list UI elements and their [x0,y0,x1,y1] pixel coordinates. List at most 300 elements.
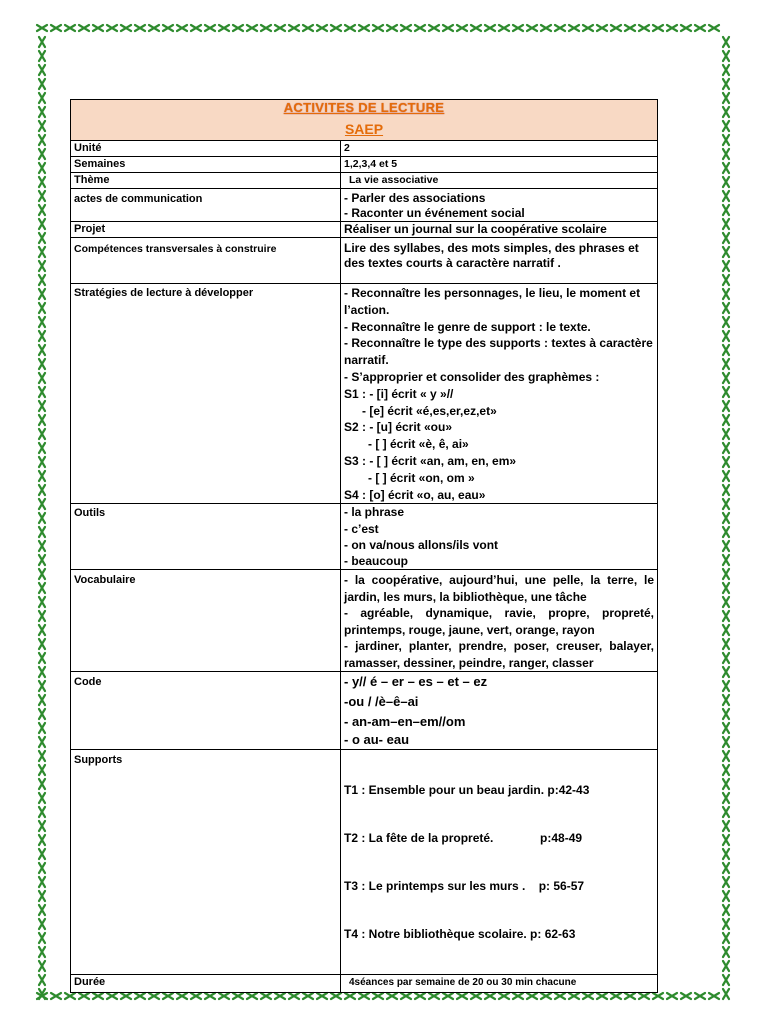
vine-leaf [247,993,257,999]
vine-leaf [317,25,327,31]
vine-leaf [331,25,341,31]
row-value: Lire des syllabes, des mots simples, des phrases et des textes courts à caractère narratif . [341,238,658,284]
row-label: Outils [71,504,341,570]
vine-leaf [39,471,45,481]
list-item: - o au- eau [344,732,410,748]
vine-leaf [107,25,117,31]
vine-leaf [39,429,45,439]
list-item: T3 : Le printemps sur les murs . p: 56-57 [344,879,585,894]
list-item: - Raconter un événement social [344,206,525,220]
vine-leaf [39,751,45,761]
vine-leaf [39,261,45,271]
vine-leaf [723,401,729,411]
vine-leaf [39,947,45,957]
vine-leaf [303,25,313,31]
vine-leaf [233,25,243,31]
vine-leaf [39,331,45,341]
vine-leaf [723,51,729,61]
row-label: Durée [71,975,341,993]
row-label: Compétences transversales à construire [71,238,341,284]
vine-leaf [723,611,729,621]
vine-leaf [611,25,621,31]
vine-leaf [219,993,229,999]
vine-leaf [303,993,313,999]
vine-leaf [39,443,45,453]
vine-leaf [541,993,551,999]
list-item: S3 : - [ ] écrit «an, am, en, em» [344,453,517,468]
list-item: - [ ] écrit «è, ê, ai» [368,437,469,452]
vine-leaf [723,345,729,355]
vine-leaf [723,331,729,341]
vine-leaf [401,25,411,31]
vine-leaf [723,905,729,915]
row-value: Réaliser un journal sur la coopérative scolaire [341,222,658,238]
list-item: - [ ] écrit «on, om » [368,470,475,485]
vine-leaf [723,275,729,285]
vine-leaf [639,993,649,999]
vine-leaf [723,317,729,327]
list-item: - y// é – er – es – et – ez [344,674,488,690]
vine-leaf [597,993,607,999]
vine-leaf [39,905,45,915]
vine-leaf [443,25,453,31]
vine-leaf [39,65,45,75]
vine-leaf [723,457,729,467]
vine-leaf [723,947,729,957]
vine-leaf [177,25,187,31]
vine-leaf [39,583,45,593]
vine-leaf [569,993,579,999]
vine-leaf [723,93,729,103]
vine-leaf [723,443,729,453]
vine-leaf [723,583,729,593]
vine-leaf [39,793,45,803]
vine-leaf [39,723,45,733]
vine-leaf [39,961,45,971]
vine-leaf [359,993,369,999]
vine-leaf [723,471,729,481]
vine-leaf [555,993,565,999]
vine-leaf [107,993,117,999]
vine-leaf [65,993,75,999]
vine-leaf [723,737,729,747]
vine-leaf [205,993,215,999]
vine-leaf [39,135,45,145]
vine-leaf [667,25,677,31]
vine-leaf [723,975,729,985]
row-value: 4séances par semaine de 20 ou 30 min chacune [341,975,658,993]
vine-leaf [527,993,537,999]
vine-leaf [723,79,729,89]
page-title: ACTIVITES DE LECTURE [283,100,445,115]
list-item: T2 : La fête de la propreté. p:48-49 [344,831,583,846]
vine-leaf [667,993,677,999]
vine-leaf [695,993,705,999]
vine-leaf [723,765,729,775]
vine-leaf [121,25,131,31]
vine-leaf [331,993,341,999]
vine-leaf [121,993,131,999]
vine-leaf [723,261,729,271]
list-item: - beaucoup [344,553,409,568]
vine-leaf [39,163,45,173]
vine-leaf [39,765,45,775]
vine-leaf [359,25,369,31]
vine-leaf [39,373,45,383]
list-item: - c’est [344,521,379,536]
vine-leaf [471,25,481,31]
row-projet [71,222,658,238]
list-item: - on va/nous allons/ils vont [344,537,499,552]
list-item: - [e] écrit «é,es,er,ez,et» [362,403,497,418]
vine-leaf [723,919,729,929]
vine-leaf [583,993,593,999]
vine-leaf [79,25,89,31]
vine-leaf [39,121,45,131]
vine-leaf [471,993,481,999]
vine-leaf [681,25,691,31]
vine-leaf [37,25,47,31]
vine-leaf [723,289,729,299]
vine-leaf [527,25,537,31]
vine-leaf [499,993,509,999]
vine-leaf [723,219,729,229]
vine-leaf [39,555,45,565]
vine-leaf [233,993,243,999]
vine-leaf [723,177,729,187]
row-value [341,504,658,570]
vine-leaf [723,835,729,845]
header-row [71,100,658,141]
list-item: - Parler des associations [344,191,486,205]
vine-leaf [39,933,45,943]
row-duree [71,975,658,993]
vine-leaf [555,25,565,31]
vine-leaf [317,993,327,999]
vine-leaf [457,25,467,31]
vine-leaf [723,989,729,999]
page-subtitle: SAEP [344,121,384,137]
row-value [341,672,658,750]
vine-leaf [387,993,397,999]
row-value: La vie associative [341,173,658,189]
vine-leaf [723,723,729,733]
vine-leaf [39,247,45,257]
vine-leaf [723,233,729,243]
vine-leaf [723,485,729,495]
vine-leaf [639,25,649,31]
row-label: Thème [71,173,341,189]
row-semaines [71,157,658,173]
vine-leaf [723,513,729,523]
vine-leaf [723,163,729,173]
vine-leaf [247,25,257,31]
row-value: 2 [341,141,658,157]
vine-leaf [681,993,691,999]
vine-leaf [723,653,729,663]
vine-leaf [163,25,173,31]
vine-leaf [149,993,159,999]
vine-leaf [513,25,523,31]
vine-leaf [39,653,45,663]
vine-leaf [135,993,145,999]
vine-leaf [39,219,45,229]
list-item: - agréable, dynamique, ravie, propre, propreté, printemps, rouge, jaune, vert, orange, rayon [344,606,654,637]
vine-leaf [723,205,729,215]
row-vocabulaire [71,570,658,672]
vine-leaf [485,993,495,999]
vine-leaf [723,891,729,901]
vine-leaf [723,359,729,369]
list-item: S4 : [o] écrit «o, au, eau» [344,487,486,502]
vine-leaf [723,569,729,579]
vine-leaf [709,25,719,31]
vine-leaf [723,429,729,439]
vine-leaf [39,513,45,523]
list-item: S2 : - [u] écrit «ou» [344,420,453,435]
vine-leaf [723,247,729,257]
vine-leaf [39,625,45,635]
list-item: T4 : Notre bibliothèque scolaire. p: 62-63 [344,927,576,942]
row-value: 1,2,3,4 et 5 [341,157,658,173]
vine-leaf [39,891,45,901]
vine-leaf [723,387,729,397]
vine-leaf [429,25,439,31]
vine-leaf [723,37,729,47]
vine-leaf [261,993,271,999]
vine-leaf [39,359,45,369]
vine-leaf [723,527,729,537]
vine-leaf [583,25,593,31]
vine-leaf [39,597,45,607]
row-label: actes de communication [71,189,341,222]
vine-leaf [723,541,729,551]
vine-leaf [275,25,285,31]
vine-leaf [723,191,729,201]
row-outils [71,504,658,570]
row-label: Supports [71,750,341,975]
vine-leaf [191,25,201,31]
vine-leaf [39,205,45,215]
vine-leaf [39,807,45,817]
vine-leaf [723,793,729,803]
vine-leaf [39,93,45,103]
row-label: Unité [71,141,341,157]
vine-leaf [695,25,705,31]
vine-leaf [401,993,411,999]
row-label: Projet [71,222,341,238]
vine-leaf [39,51,45,61]
row-value [341,570,658,672]
vine-leaf [39,527,45,537]
vine-leaf [261,25,271,31]
vine-leaf [723,415,729,425]
vine-leaf [191,993,201,999]
vine-leaf [541,25,551,31]
vine-leaf [39,191,45,201]
vine-leaf [39,849,45,859]
row-value [341,750,658,975]
vine-leaf [415,25,425,31]
vine-leaf [345,993,355,999]
list-item: -ou / /è–ê–ai [344,694,419,710]
vine-leaf [93,25,103,31]
row-value [341,284,658,504]
vine-leaf [289,993,299,999]
vine-leaf [289,25,299,31]
vine-leaf [723,877,729,887]
vine-leaf [723,821,729,831]
row-competences [71,238,658,284]
vine-leaf [39,835,45,845]
vine-leaf [51,993,61,999]
row-value [341,189,658,222]
vine-leaf [149,25,159,31]
list-item: S1 : - [i] écrit « y »// [344,386,454,401]
vine-leaf [39,415,45,425]
vine-leaf [625,993,635,999]
vine-leaf [39,639,45,649]
vine-leaf [39,695,45,705]
vine-leaf [39,303,45,313]
row-supports [71,750,658,975]
vine-leaf [625,25,635,31]
reading-activities-table [70,99,658,993]
row-unite [71,141,658,157]
vine-leaf [39,345,45,355]
vine-leaf [275,993,285,999]
vine-leaf [723,961,729,971]
list-item: - Reconnaître les personnages, le lieu, le moment et l’action. [344,286,641,317]
vine-leaf [723,681,729,691]
list-item: T1 : Ensemble pour un beau jardin. p:42-43 [344,783,590,798]
vine-leaf [653,993,663,999]
vine-leaf [723,107,729,117]
vine-leaf [723,121,729,131]
vine-leaf [597,25,607,31]
vine-leaf [39,401,45,411]
vine-leaf [39,177,45,187]
row-theme [71,173,658,189]
vine-leaf [39,611,45,621]
vine-leaf [723,65,729,75]
vine-leaf [429,993,439,999]
vine-leaf [723,373,729,383]
vine-leaf [39,681,45,691]
vine-leaf [219,25,229,31]
list-item: - Reconnaître le genre de support : le texte. [344,319,591,334]
vine-leaf [723,807,729,817]
list-item: - jardiner, planter, prendre, poser, creuser, balayer, ramasser, dessiner, peindre, ranger, classer [344,639,654,670]
vine-leaf [345,25,355,31]
vine-leaf [723,849,729,859]
vine-leaf [39,317,45,327]
vine-leaf [611,993,621,999]
vine-leaf [723,303,729,313]
row-actes [71,189,658,222]
vine-leaf [39,667,45,677]
vine-leaf [443,993,453,999]
vine-leaf [723,149,729,159]
vine-leaf [39,387,45,397]
vine-leaf [709,993,719,999]
vine-leaf [39,737,45,747]
vine-leaf [39,499,45,509]
vine-leaf [39,569,45,579]
vine-leaf [39,821,45,831]
vine-leaf [39,107,45,117]
row-code [71,672,658,750]
vine-leaf [39,37,45,47]
vine-leaf [93,993,103,999]
vine-leaf [39,485,45,495]
vine-leaf [723,751,729,761]
vine-leaf [373,993,383,999]
vine-leaf [205,25,215,31]
vine-leaf [39,233,45,243]
vine-leaf [485,25,495,31]
list-item: - la coopérative, aujourd’hui, une pelle, la terre, le jardin, les murs, la bibliothèque, une tâche [344,573,654,604]
vine-leaf [513,993,523,999]
vine-leaf [723,667,729,677]
vine-leaf [39,779,45,789]
vine-leaf [39,863,45,873]
vine-leaf [457,993,467,999]
vine-leaf [723,639,729,649]
vine-leaf [39,709,45,719]
vine-leaf [163,993,173,999]
row-label: Semaines [71,157,341,173]
vine-leaf [723,695,729,705]
vine-leaf [39,275,45,285]
list-item: - Reconnaître le type des supports : textes à caractère narratif. [344,336,653,368]
row-label: Stratégies de lecture à développer [71,284,341,504]
vine-leaf [39,457,45,467]
table-header [71,100,658,141]
vine-leaf [723,863,729,873]
vine-leaf [499,25,509,31]
vine-leaf [39,79,45,89]
vine-leaf [39,289,45,299]
vine-leaf [723,933,729,943]
list-item: - an-am–en–em//om [344,714,466,730]
vine-leaf [39,541,45,551]
vine-leaf [135,25,145,31]
vine-leaf [373,25,383,31]
vine-leaf [177,993,187,999]
row-label: Vocabulaire [71,570,341,672]
vine-leaf [723,499,729,509]
list-item: - la phrase [344,505,405,520]
vine-leaf [723,135,729,145]
vine-leaf [723,779,729,789]
vine-leaf [723,555,729,565]
vine-leaf [723,709,729,719]
vine-leaf [653,25,663,31]
vine-leaf [79,993,89,999]
vine-leaf [387,25,397,31]
list-item: - S’approprier et consolider des graphèmes : [344,369,600,384]
vine-leaf [65,25,75,31]
vine-leaf [415,993,425,999]
vine-leaf [39,149,45,159]
vine-leaf [569,25,579,31]
row-strategies [71,284,658,504]
vine-leaf [723,597,729,607]
vine-leaf [723,625,729,635]
row-label: Code [71,672,341,750]
vine-leaf [39,877,45,887]
